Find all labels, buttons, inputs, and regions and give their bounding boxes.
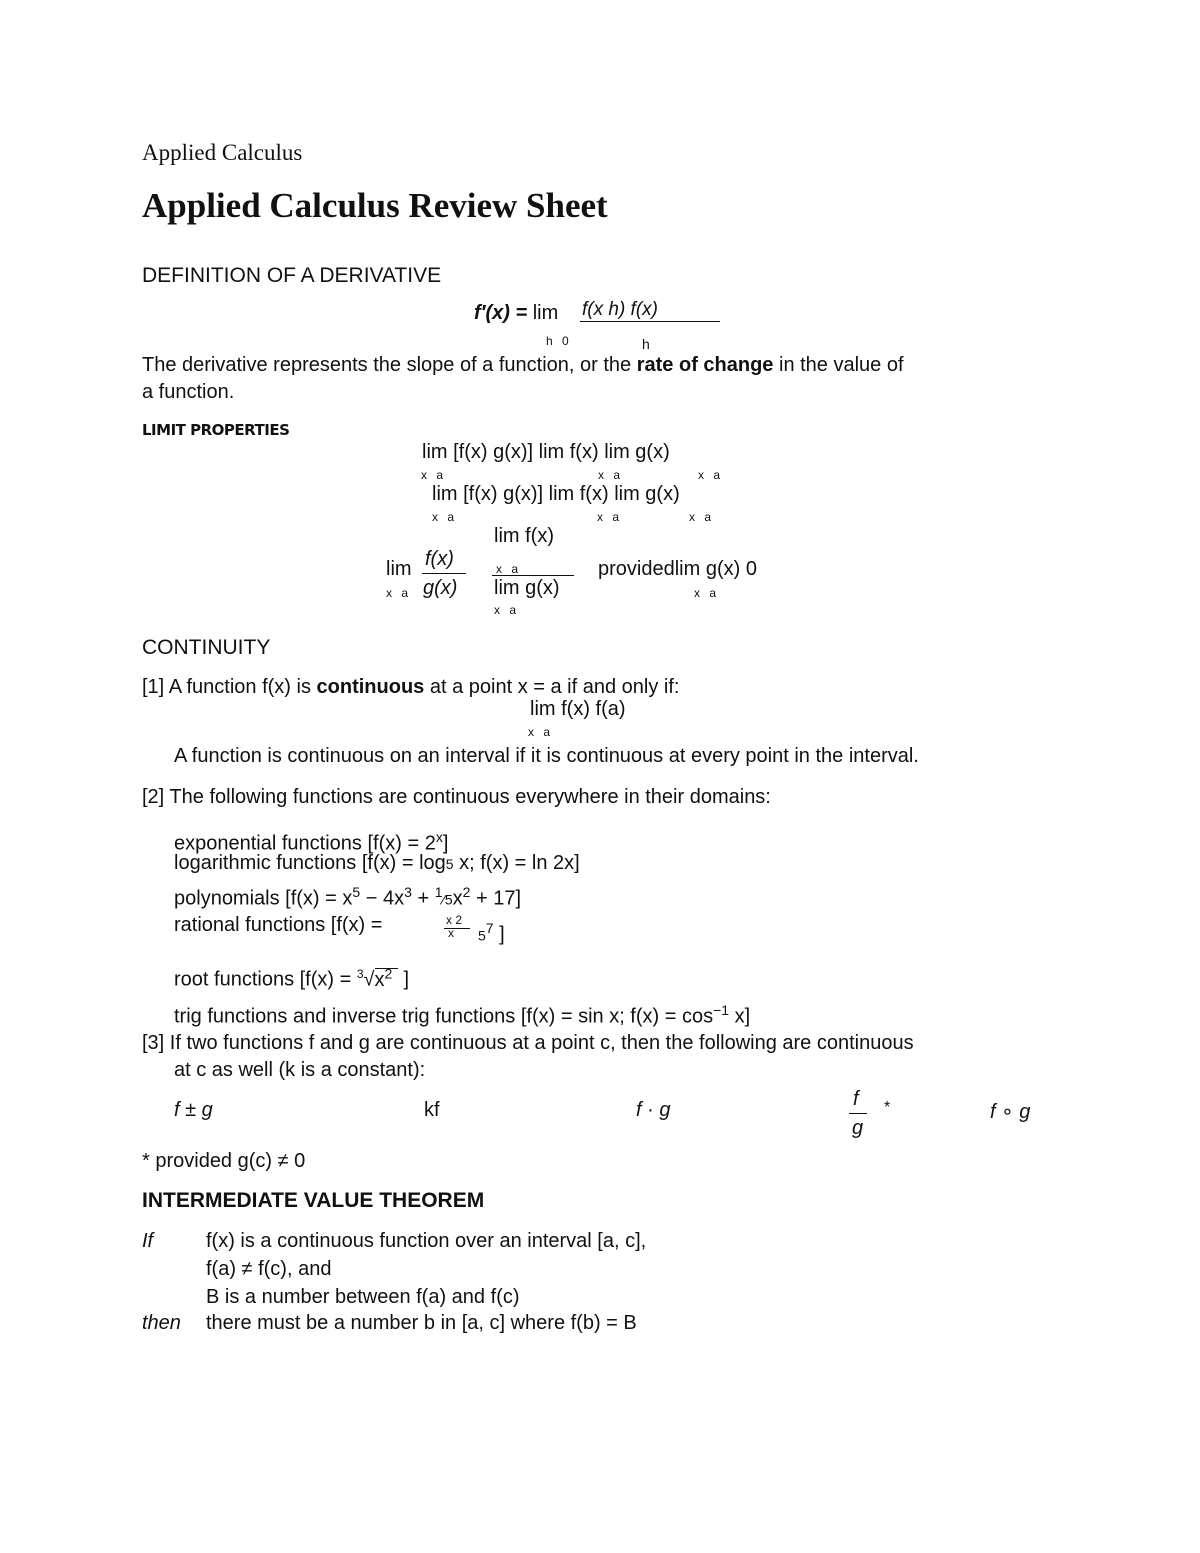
ivt-line-4: there must be a number b in [a, c] where f(b) = B [206, 1312, 637, 1334]
ivt-if: If [142, 1230, 154, 1252]
function-trig-text: trig functions and inverse trig functions [f(x) = sin x; f(x) = cos [174, 1005, 714, 1028]
function-rational-sup: 7 [485, 920, 494, 936]
ivt-line-2: f(a) ≠ f(c), and [206, 1258, 332, 1280]
function-polynomial-frac-den: 5 [444, 891, 453, 908]
radical-icon: √ [363, 968, 375, 991]
limit-row-3-denominator: g(x) [423, 577, 458, 599]
limit-row-1-sub-b: x a [598, 468, 624, 482]
section-heading-derivative: DEFINITION OF A DERIVATIVE [142, 264, 442, 287]
function-polynomial-c: + [411, 887, 435, 910]
limit-row-1: lim [f(x) g(x)] lim f(x) lim g(x) [422, 441, 670, 463]
continuity-item-1-formula: lim f(x) f(a) [530, 698, 626, 720]
function-exponential-end: ] [442, 832, 449, 855]
derivative-denominator: h [642, 336, 653, 352]
function-polynomial-b: − 4x [360, 887, 405, 910]
limit-row-3-right-numerator: lim f(x) [494, 525, 554, 547]
continuity-footnote: * provided g(c) ≠ 0 [142, 1150, 306, 1172]
continuity-item-3 [142, 1030, 914, 1084]
continuity-item-2: [2] The following functions are continuous everywhere in their domains: [142, 786, 771, 808]
page-title: Applied Calculus Review Sheet [142, 186, 608, 225]
derivative-description [142, 352, 904, 406]
limit-row-3-right-fraction-bar [492, 575, 574, 576]
function-trig [174, 997, 750, 1031]
derivative-lim: lim [532, 302, 559, 324]
continuity-item-3-line2: at c as well (k is a constant): [174, 1059, 426, 1081]
limit-row-2: lim [f(x) g(x)] lim f(x) lim g(x) [432, 483, 680, 505]
derivative-numerator: f(x h) f(x) [582, 299, 658, 320]
operation-quotient-star: * [884, 1099, 891, 1116]
function-root-a: root functions [f(x) = [174, 968, 357, 991]
operation-product: f · g [636, 1099, 671, 1121]
function-rational-numerator: x 2 [446, 913, 463, 927]
operation-quotient-bar [849, 1113, 867, 1114]
continuity-item-1-formula-sub: x a [528, 725, 554, 739]
function-root-radicand: x [374, 968, 385, 991]
limit-row-2-sub-a: x a [432, 510, 458, 524]
limit-row-3-right-denominator-sub: x a [494, 603, 520, 617]
ivt-line-3: B is a number between f(a) and f(c) [206, 1286, 520, 1308]
function-polynomial-sup2: 3 [404, 884, 412, 900]
limit-row-1-sub-a: x a [421, 468, 447, 482]
operation-sum-difference: f ± g [174, 1099, 213, 1121]
derivative-fraction-bar [580, 321, 720, 322]
derivative-lhs: f′(x) = [474, 302, 533, 324]
continuity-item-1-bold: continuous [316, 676, 425, 698]
continuity-item-3-line1: [3] If two functions f and g are continuous at a point c, then the following are continuous [142, 1032, 914, 1054]
ivt-then: then [142, 1312, 181, 1334]
function-logarithmic-sub: 5 [445, 856, 454, 872]
derivative-formula [474, 302, 558, 325]
running-head: Applied Calculus [142, 140, 303, 165]
limit-row-2-sub-b: x a [597, 510, 623, 524]
section-heading-limit-properties: LIMIT PROPERTIES [142, 421, 290, 439]
function-rational-tail [478, 915, 505, 950]
function-logarithmic-text: logarithmic functions [f(x) = log [174, 852, 446, 874]
function-polynomial-d: x [452, 887, 463, 910]
continuity-item-1-before: [1] A function f(x) is [142, 676, 317, 698]
section-heading-continuity: CONTINUITY [142, 636, 271, 659]
derivative-text-after: in the value of [773, 354, 904, 376]
function-rational-a: rational functions [f(x) = [174, 914, 383, 936]
function-rational-denominator: x [448, 926, 454, 940]
operation-scalar-multiple: kf [424, 1099, 440, 1121]
derivative-lim-subscript: h 0 [546, 334, 572, 348]
continuity-item-1-after: at a point x = a if and only if: [424, 676, 680, 698]
function-polynomial: polynomials [$f(x) = x^5 - 4x^3$ + $^1⁄5x^2 + 17$] [174, 884, 522, 910]
continuity-item-1-note: A function is continuous on an interval if it is continuous at every point in the interval. [174, 745, 919, 767]
limit-row-3-numerator: f(x) [425, 548, 454, 570]
function-trig-end: x] [729, 1005, 751, 1028]
limit-row-3-fraction-bar [422, 573, 466, 574]
function-root-end: ] [397, 968, 410, 991]
function-rational-b: 5 [478, 927, 486, 944]
function-rational-end: ] [493, 923, 505, 946]
function-polynomial-a: polynomials [f(x) = x [174, 887, 353, 910]
function-root-radicand-wrap [374, 965, 398, 991]
ivt-line-1: f(x) is a continuous function over an interval [a, c], [206, 1230, 647, 1252]
limit-row-3-right-numerator-sub: x a [496, 562, 522, 576]
function-logarithmic-end: x; f(x) = ln 2x] [453, 852, 580, 874]
function-root-sup: 2 [384, 965, 393, 981]
limit-row-3-provided-sub: x a [694, 586, 720, 600]
section-heading-ivt: INTERMEDIATE VALUE THEOREM [142, 1189, 485, 1212]
limit-row-3-lim-sub: x a [386, 586, 412, 600]
limit-row-1-sub-c: x a [698, 468, 724, 482]
derivative-text-line2: a function. [142, 381, 235, 403]
function-root [174, 960, 409, 994]
derivative-text-bold: rate of change [636, 354, 774, 376]
operation-composition: f ∘ g [990, 1101, 1031, 1123]
function-logarithmic [174, 850, 580, 878]
limit-row-2-sub-c: x a [689, 510, 715, 524]
function-rational [174, 912, 382, 939]
function-trig-sup: −1 [713, 1002, 730, 1018]
function-polynomial-sup1: 5 [352, 884, 361, 900]
limit-row-3-right-denominator: lim g(x) [494, 577, 560, 599]
function-exponential-text: exponential functions [f(x) = 2 [174, 832, 436, 855]
limit-row-3-lim: lim [386, 558, 412, 580]
function-exponential-sup: x [435, 829, 443, 845]
continuity-item-1 [142, 674, 679, 701]
operation-quotient-numerator: f [853, 1088, 859, 1110]
operation-quotient-denominator: g [852, 1117, 864, 1139]
function-polynomial-frac-num: 1 [434, 884, 443, 900]
function-polynomial-sup3: 2 [462, 884, 471, 900]
function-root-index: 3 [356, 967, 364, 981]
function-polynomial-e: + 17] [470, 887, 522, 910]
limit-row-3-provided: providedlim g(x) 0 [598, 558, 757, 580]
derivative-text-before: The derivative represents the slope of a function, or the [142, 354, 637, 376]
